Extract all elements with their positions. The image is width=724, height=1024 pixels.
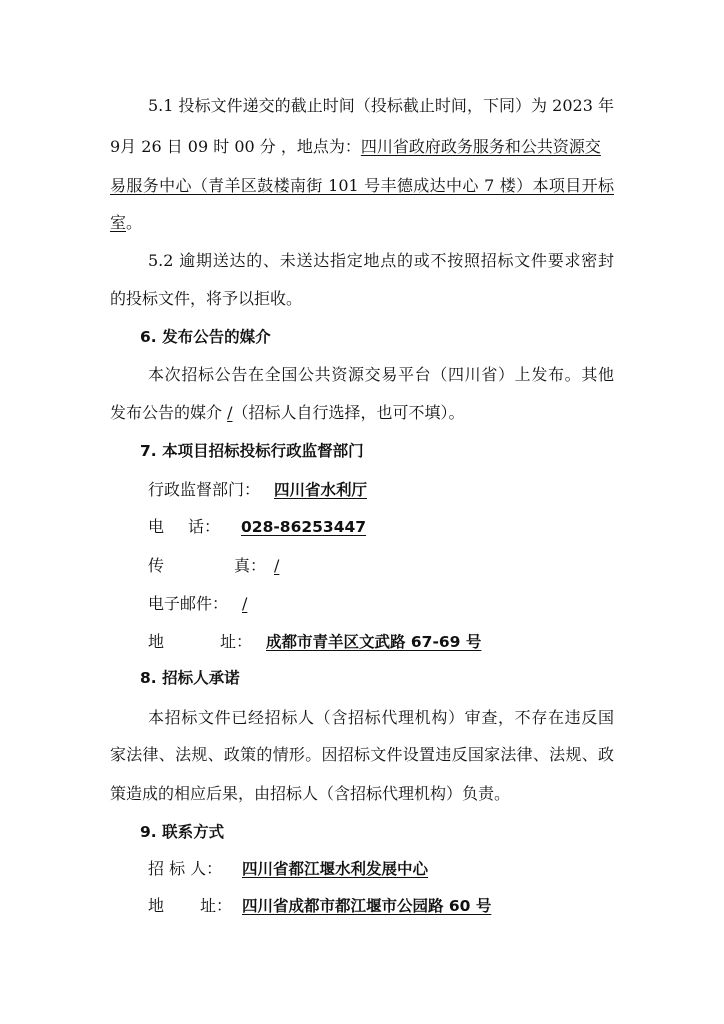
supervision-dept-row	[148, 480, 614, 500]
venue-text-end: 室	[110, 213, 127, 232]
fax-row	[148, 556, 614, 576]
media-label: 发布公告的媒介	[110, 403, 228, 422]
dept-label: 行政监督部门：	[148, 480, 261, 499]
tenderer-address-row	[148, 896, 614, 916]
deadline-text: 9月 26 日 09 时 00 分 ，地点为：	[110, 137, 361, 156]
para-5-2-line-2: 的投标文件，将予以拒收。	[110, 289, 303, 308]
venue-text: 四川省政府政务服务和公共资源交	[360, 137, 601, 156]
tel-row	[148, 517, 614, 537]
para-6-line-2	[110, 403, 614, 423]
address-row	[148, 632, 614, 652]
tenderer-address-label-2: 址：	[200, 896, 233, 915]
para-5-2-line-1: 5.2 逾期送达的、未送达指定地点的或不按照招标文件要求密封	[148, 251, 614, 270]
address-label-1: 地	[148, 632, 165, 651]
section-8-heading: 8. 招标人承诺	[140, 669, 240, 687]
para-8-line-3: 策造成的相应后果，由招标人（含招标代理机构）负责。	[110, 784, 511, 803]
fax-label-2: 真：	[234, 556, 267, 575]
para-5-1-line-3: 易服务中心（青羊区鼓楼南街 101 号丰德成达中心 7 楼）本项目开标	[110, 176, 614, 195]
tel-label-2: 话：	[188, 517, 221, 536]
para-8-line-2: 家法律、法规、政策的情形。因招标文件设置违反国家法律、法规、政	[110, 745, 614, 764]
media-note: （招标人自行选择，也可不填）。	[232, 403, 465, 422]
tenderer-address-value: 四川省成都市都江堰市公园路 60 号	[242, 897, 492, 915]
tel-label-1: 电	[148, 517, 165, 536]
dept-value: 四川省水利厅	[274, 481, 368, 499]
media-value: /	[227, 403, 233, 422]
para-6-line-1: 本次招标公告在全国公共资源交易平台（四川省）上发布。其他	[148, 365, 614, 384]
address-label-2: 址：	[220, 632, 253, 651]
email-label: 电子邮件：	[148, 594, 229, 613]
address-value: 成都市青羊区文武路 67-69 号	[266, 633, 482, 651]
fax-value: /	[274, 556, 280, 575]
email-row	[148, 594, 614, 614]
email-value: /	[242, 594, 248, 613]
fax-label-1: 传	[148, 556, 165, 575]
para-5-1-line-2	[110, 137, 614, 157]
tel-value: 028-86253447	[241, 518, 367, 536]
section-7-heading: 7. 本项目招标投标行政监督部门	[140, 442, 364, 460]
tenderer-row	[148, 859, 614, 879]
para-5-1-line-1: 5.1 投标文件递交的截止时间（投标截止时间，下同）为 2023 年	[148, 96, 614, 115]
para-8-line-1: 本招标文件已经招标人（含招标代理机构）审查，不存在违反国	[148, 708, 614, 727]
period: 。	[126, 213, 143, 232]
tenderer-label: 招 标 人：	[148, 859, 223, 878]
section-6-heading: 6. 发布公告的媒介	[140, 328, 271, 346]
tenderer-address-label-1: 地	[148, 896, 165, 915]
tenderer-value: 四川省都江堰水利发展中心	[242, 860, 429, 878]
section-9-heading: 9. 联系方式	[140, 823, 225, 841]
para-5-1-line-4	[110, 213, 614, 233]
